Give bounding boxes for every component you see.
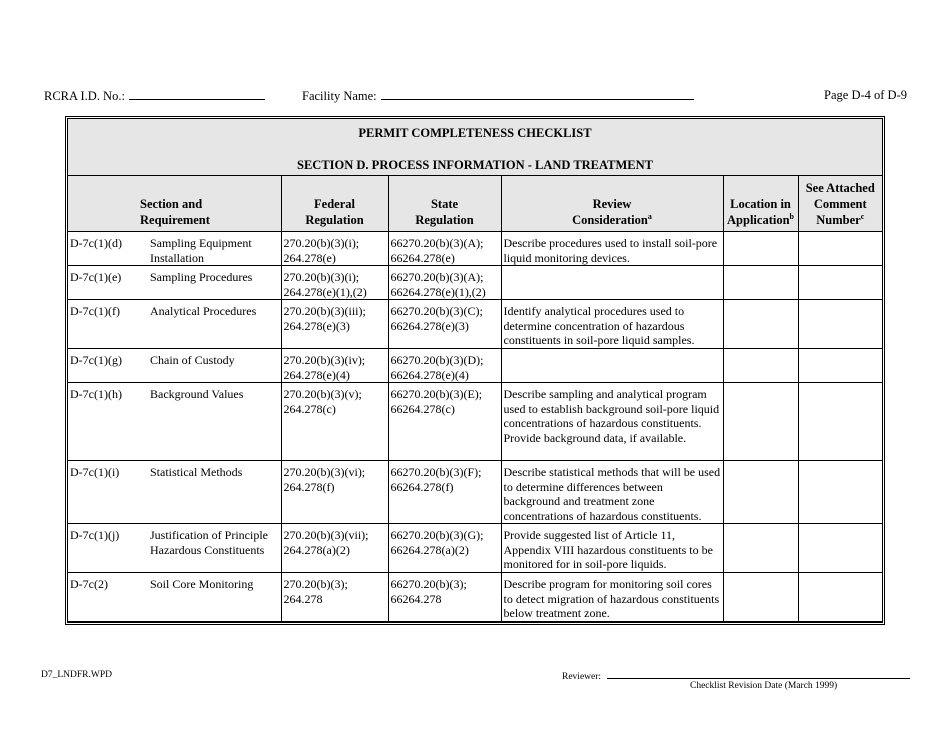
comment-number-cell[interactable] <box>798 266 882 300</box>
location-cell[interactable] <box>723 349 798 383</box>
row-code: D-7c(1)(j) <box>70 528 120 542</box>
table-row <box>68 232 882 266</box>
comment-number-cell[interactable] <box>798 383 882 461</box>
comment-number-cell[interactable] <box>798 300 882 349</box>
state-regulation-cell: 66270.20(b)(3)(G); 66264.278(a)(2) <box>388 524 501 573</box>
federal-regulation-cell: 270.20(b)(3)(iv); 264.278(e)(4) <box>281 349 388 383</box>
section-title: SECTION D. PROCESS INFORMATION - LAND TREATMENT <box>297 158 653 172</box>
col-location-in-application: Location in Application$^b$ <box>723 176 798 232</box>
table-header-row <box>68 176 882 232</box>
section-requirement-cell <box>68 573 281 622</box>
comment-number-cell[interactable] <box>798 461 882 524</box>
checklist-table <box>68 176 882 622</box>
row-code: D-7c(1)(d) <box>70 236 122 250</box>
row-code: D-7c(1)(e) <box>70 270 122 284</box>
row-requirement: Background Values <box>150 387 244 401</box>
location-cell[interactable] <box>723 232 798 266</box>
facility-name-field <box>302 88 694 104</box>
state-regulation-cell: 66270.20(b)(3)(F); 66264.278(f) <box>388 461 501 524</box>
review-consideration-cell: Describe program for monitoring soil cores to detect migration of hazardous constituents below treatment zone. <box>501 573 723 622</box>
location-cell[interactable] <box>723 266 798 300</box>
location-cell[interactable] <box>723 524 798 573</box>
section-requirement-cell <box>68 524 281 573</box>
row-requirement: Justification of Principle Hazardous Constituents <box>150 528 268 557</box>
comment-number-cell[interactable] <box>798 524 882 573</box>
federal-regulation-cell: 270.20(b)(3)(vi); 264.278(f) <box>281 461 388 524</box>
review-consideration-cell: Provide suggested list of Article 11, Appendix VIII hazardous constituents to be monitored for in soil-pore liquids. <box>501 524 723 573</box>
row-requirement: Chain of Custody <box>150 353 235 367</box>
section-requirement-cell <box>68 461 281 524</box>
section-requirement-cell <box>68 266 281 300</box>
review-consideration-cell: Identify analytical procedures used to determine concentration of hazardous constituents in soil-pore liquid samples. <box>501 300 723 349</box>
state-regulation-cell: 66270.20(b)(3)(C); 66264.278(e)(3) <box>388 300 501 349</box>
location-cell[interactable] <box>723 461 798 524</box>
federal-regulation-cell: 270.20(b)(3)(i); 264.278(e)(1),(2) <box>281 266 388 300</box>
col-section-requirement: Section and Requirement <box>68 176 281 232</box>
revision-date: Checklist Revision Date (March 1999) <box>690 681 838 691</box>
comment-number-cell[interactable] <box>798 232 882 266</box>
federal-regulation-cell: 270.20(b)(3)(vii); 264.278(a)(2) <box>281 524 388 573</box>
section-requirement-cell <box>68 383 281 461</box>
row-requirement: Sampling Equipment Installation <box>150 236 252 265</box>
page-number: Page D-4 of D-9 <box>824 88 907 102</box>
review-consideration-cell: Describe statistical methods that will be used to determine differences between background and treatment zone concentrations of hazardous constituents. <box>501 461 723 524</box>
section-requirement-cell <box>68 232 281 266</box>
location-cell[interactable] <box>723 383 798 461</box>
row-requirement: Statistical Methods <box>150 465 243 479</box>
state-regulation-cell: 66270.20(b)(3)(E); 66264.278(c) <box>388 383 501 461</box>
table-row <box>68 266 882 300</box>
table-row <box>68 349 882 383</box>
row-requirement: Soil Core Monitoring <box>150 577 254 591</box>
federal-regulation-cell: 270.20(b)(3)(v); 264.278(c) <box>281 383 388 461</box>
reviewer-label: Reviewer: <box>562 672 602 682</box>
state-regulation-cell: 66270.20(b)(3)(D); 66264.278(e)(4) <box>388 349 501 383</box>
row-requirement: Sampling Procedures <box>150 270 253 284</box>
federal-regulation-cell: 270.20(b)(3)(iii); 264.278(e)(3) <box>281 300 388 349</box>
review-consideration-cell: Describe sampling and analytical program used to establish background soil-pore liquid concentrations of hazardous constituents. Provide background data, if available. <box>501 383 723 461</box>
facility-name-label: Facility Name: <box>302 89 377 103</box>
table-row <box>68 383 882 461</box>
rcra-id-field <box>44 88 265 104</box>
col-federal-regulation: Federal Regulation <box>281 176 388 232</box>
comment-number-cell[interactable] <box>798 349 882 383</box>
row-code: D-7c(1)(h) <box>70 387 122 401</box>
state-regulation-cell: 66270.20(b)(3)(A); 66264.278(e)(1),(2) <box>388 266 501 300</box>
federal-regulation-cell: 270.20(b)(3)(i); 264.278(e) <box>281 232 388 266</box>
row-requirement: Analytical Procedures <box>150 304 257 318</box>
row-code: D-7c(1)(i) <box>70 465 120 479</box>
review-consideration-cell <box>501 266 723 300</box>
review-consideration-cell: Describe procedures used to install soil-pore liquid monitoring devices. <box>501 232 723 266</box>
checklist-banner <box>68 119 882 176</box>
rcra-id-label: RCRA I.D. No.: <box>44 89 125 103</box>
col-review-consideration: Review Consideration$^a$ <box>501 176 723 232</box>
table-row <box>68 461 882 524</box>
location-cell[interactable] <box>723 300 798 349</box>
row-code: D-7c(1)(g) <box>70 353 122 367</box>
col-comment-number: See Attached Comment Number$^c$ <box>798 176 882 232</box>
review-consideration-cell <box>501 349 723 383</box>
checklist-title: PERMIT COMPLETENESS CHECKLIST <box>358 126 592 140</box>
table-row <box>68 524 882 573</box>
checklist-frame <box>65 116 885 625</box>
location-cell[interactable] <box>723 573 798 622</box>
state-regulation-cell: 66270.20(b)(3)(A); 66264.278(e) <box>388 232 501 266</box>
section-requirement-cell <box>68 349 281 383</box>
row-code: D-7c(1)(f) <box>70 304 120 318</box>
reviewer-blank[interactable] <box>607 670 910 679</box>
comment-number-cell[interactable] <box>798 573 882 622</box>
col-state-regulation: State Regulation <box>388 176 501 232</box>
section-requirement-cell <box>68 300 281 349</box>
state-regulation-cell: 66270.20(b)(3); 66264.278 <box>388 573 501 622</box>
federal-regulation-cell: 270.20(b)(3); 264.278 <box>281 573 388 622</box>
footer-filename: D7_LNDFR.WPD <box>41 670 112 680</box>
table-row <box>68 300 882 349</box>
row-code: D-7c(2) <box>70 577 108 591</box>
table-row <box>68 573 882 622</box>
facility-name-blank[interactable] <box>381 88 694 100</box>
rcra-id-blank[interactable] <box>129 88 265 100</box>
